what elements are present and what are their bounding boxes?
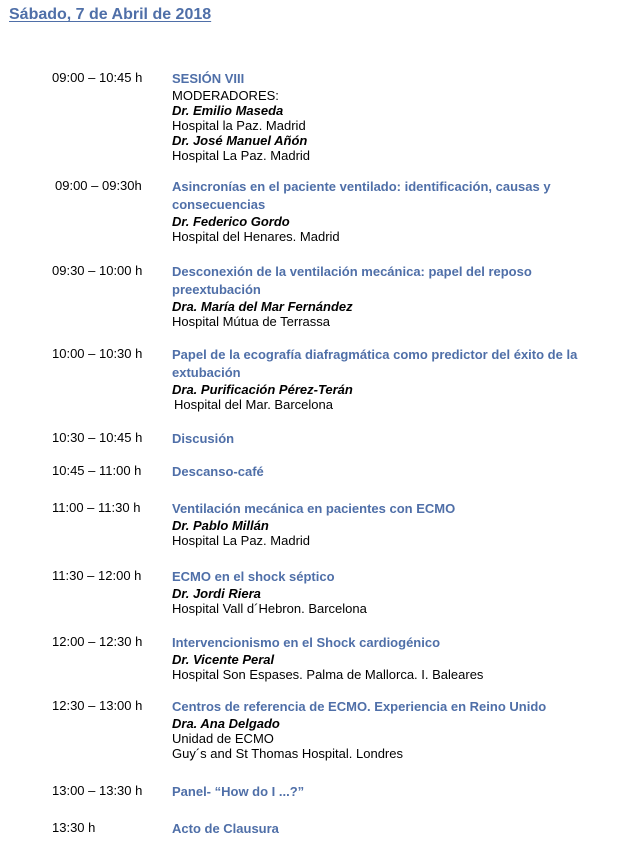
entry-content <box>172 820 622 838</box>
entry-content <box>172 698 622 761</box>
affiliation-line: Hospital La Paz. Madrid <box>172 533 311 548</box>
entry-title: Desconexión de la ventilación mecánica: papel del reposo preextubación <box>172 264 532 297</box>
affiliation-line: Unidad de ECMO <box>172 731 274 746</box>
entry-title: Papel de la ecografía diafragmática como predictor del éxito de la extubación <box>172 347 578 380</box>
speaker-name: Dr. Vicente Peral <box>172 652 275 667</box>
affiliation-line: Guy´s and St Thomas Hospital. Londres <box>172 746 403 761</box>
affiliation-line: Hospital La Paz. Madrid <box>172 148 311 163</box>
entry-title: Asincronías en el paciente ventilado: identificación, causas y consecuencias <box>172 179 551 212</box>
entry-time: 09:00 – 09:30h <box>55 178 142 193</box>
entry-title: Discusión <box>172 431 235 446</box>
affiliation-line: Hospital del Mar. Barcelona <box>174 397 333 412</box>
affiliation-line: Hospital Vall d´Hebron. Barcelona <box>172 601 367 616</box>
speaker-name: Dra. Ana Delgado <box>172 716 280 731</box>
speaker-name: Dr. Pablo Millán <box>172 518 269 533</box>
entry-title: Ventilación mecánica en pacientes con ECMO <box>172 501 456 516</box>
entry-time: 10:45 – 11:00 h <box>52 463 142 478</box>
entry-title: Panel- “How do I ...?” <box>172 784 305 799</box>
entry-content <box>172 783 622 801</box>
speaker-name: Dr. Jordi Riera <box>172 586 261 601</box>
entry-time: 09:30 – 10:00 h <box>52 263 143 278</box>
entry-content <box>172 430 622 448</box>
affiliation-line: Hospital del Henares. Madrid <box>172 229 340 244</box>
entry-content <box>172 346 622 412</box>
entry-content <box>172 568 622 616</box>
entry-content <box>172 178 622 244</box>
entry-time: 11:00 – 11:30 h <box>52 500 141 515</box>
speaker-name: Dra. María del Mar Fernández <box>172 299 353 314</box>
speaker-name: Dr. Emilio Maseda <box>172 103 284 118</box>
entry-content <box>172 463 622 481</box>
entry-content <box>172 500 622 548</box>
speaker-name: Dra. Purificación Pérez-Terán <box>172 382 353 397</box>
date-heading: Sábado, 7 de Abril de 2018 <box>9 6 212 23</box>
entry-time: 13:00 – 13:30 h <box>52 783 143 798</box>
entry-time: 09:00 – 10:45 h <box>52 70 143 85</box>
entry-title: ECMO en el shock séptico <box>172 569 335 584</box>
entry-time: 10:00 – 10:30 h <box>52 346 143 361</box>
entry-title: SESIÓN VIII <box>172 71 245 86</box>
entry-title: Intervencionismo en el Shock cardiogénico <box>172 635 441 650</box>
affiliation-line: Hospital Mútua de Terrassa <box>172 314 331 329</box>
affiliation-line: MODERADORES: <box>172 88 279 103</box>
affiliation-line: Hospital Son Espases. Palma de Mallorca. I. Baleares <box>172 667 484 682</box>
affiliation-line: Hospital la Paz. Madrid <box>172 118 306 133</box>
entry-title: Descanso-café <box>172 464 264 479</box>
speaker-name: Dr. Federico Gordo <box>172 214 290 229</box>
entry-time: 12:30 – 13:00 h <box>52 698 143 713</box>
entry-content <box>172 70 622 163</box>
entry-title: Acto de Clausura <box>172 821 279 836</box>
entry-time: 10:30 – 10:45 h <box>52 430 143 445</box>
entry-time: 13:30 h <box>52 820 96 835</box>
entry-title: Centros de referencia de ECMO. Experiencia en Reino Unido <box>172 699 547 714</box>
entry-content <box>172 634 622 682</box>
speaker-name: Dr. José Manuel Añón <box>172 133 308 148</box>
entry-time: 12:00 – 12:30 h <box>52 634 143 649</box>
entry-content <box>172 263 622 329</box>
entry-time: 11:30 – 12:00 h <box>52 568 142 583</box>
